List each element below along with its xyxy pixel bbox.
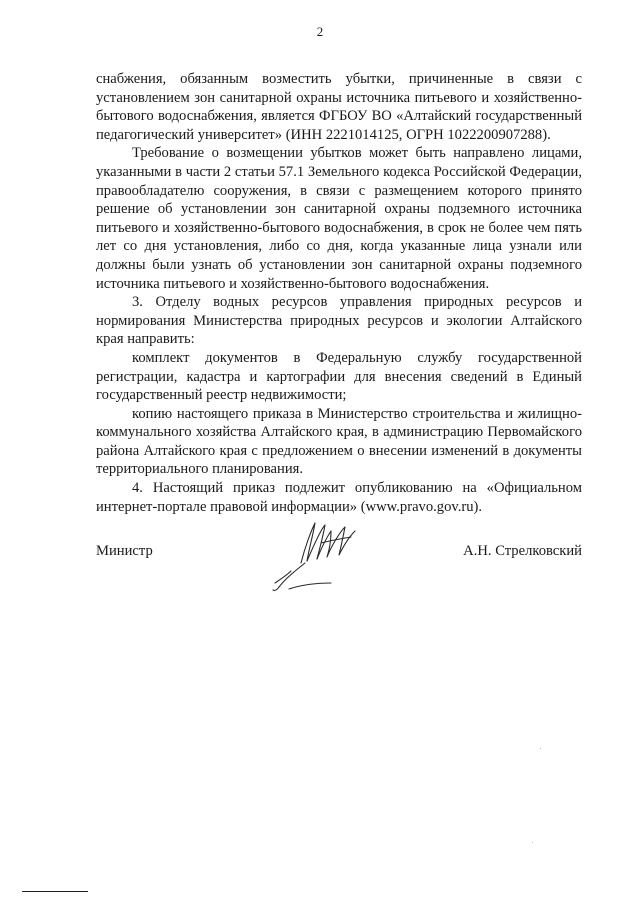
footer-rule	[22, 891, 88, 892]
paragraph-compensation-claim: Требование о возмещении убытков может быть направлено лицами, указанными в части 2 статьи 57.1 Земельного кодекса Российской Федерации, правообладателю сооружения, в связи с размещением которого принято решение об установлении зон санитарной охраны подземного источника питьевого и хозяйственно-бытового водоснабжения, в срок не более чем пять лет со дня установления, либо со дня, когда указанные лица узнали или должны были узнать об установлении зон санитарной охраны подземного источника питьевого и хозяйственно-бытового водоснабжения.	[96, 145, 582, 292]
paragraph-item-3-copy: копию настоящего приказа в Министерство строительства и жилищно-коммунального хозяйства Алтайского края, в администрацию Первомайского района Алтайского края с предложением о внесении изменений в документы территориального планирования.	[96, 405, 582, 478]
signatory-title: Министр	[96, 543, 153, 559]
paragraph-item-3-documents: комплект документов в Федеральную службу государственной регистрации, кадастра и картографии для внесения сведений в Единый государственный реестр недвижимости;	[96, 349, 582, 404]
scan-speck	[540, 748, 541, 749]
paragraph-item-4: 4. Настоящий приказ подлежит опубликованию на «Официальном интернет-портале правовой информации» (www.pravo.gov.ru).	[96, 480, 582, 515]
document-body	[96, 70, 582, 516]
paragraph-continuation: снабжения, обязанным возместить убытки, причиненные в связи с установлением зон санитарной охраны источника питьевого и хозяйственно-бытового водоснабжения, является ФГБОУ ВО «Алтайский государственный педагогический университет» (ИНН 2221014125, ОГРН 1022200907288).	[96, 71, 582, 143]
signatory-name: А.Н. Стрелковский	[463, 543, 582, 559]
page-number: 2	[316, 24, 324, 39]
handwritten-signature	[261, 517, 381, 597]
signature-block	[96, 535, 582, 605]
paragraph-item-3: 3. Отделу водных ресурсов управления природных ресурсов и нормирования Министерства природных ресурсов и экологии Алтайского края направить:	[96, 294, 582, 348]
scan-speck	[532, 842, 533, 843]
